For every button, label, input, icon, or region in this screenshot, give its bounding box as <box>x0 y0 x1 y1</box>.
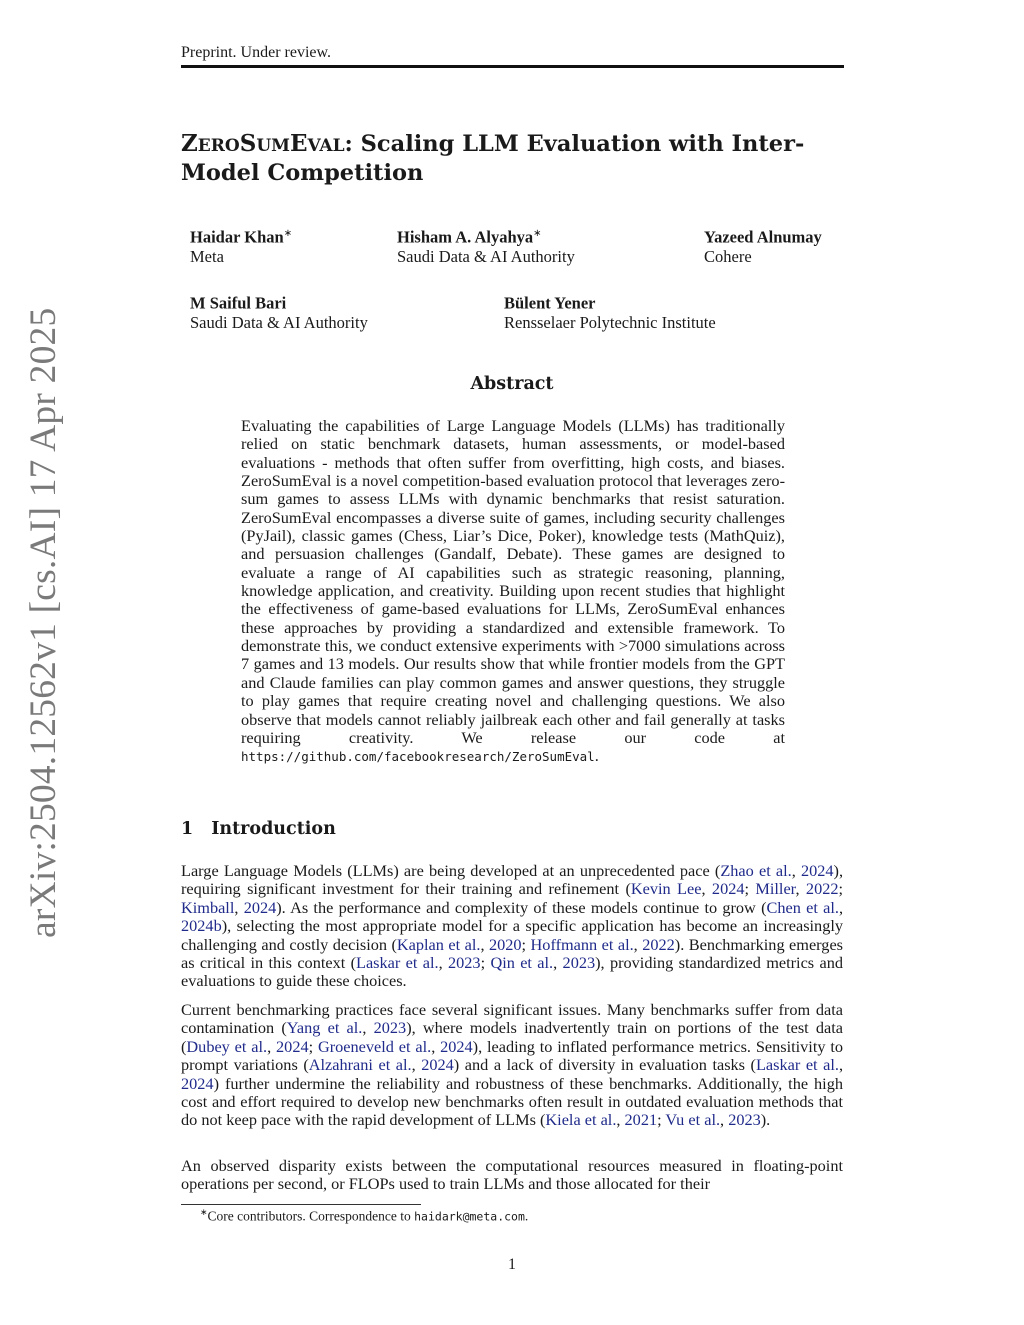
paragraph-text: , <box>720 1110 729 1130</box>
paragraph-text: , <box>791 861 801 880</box>
citation-link[interactable]: Yang et al. <box>286 1018 363 1038</box>
paragraph-text: ; <box>308 1036 318 1056</box>
paragraph-text: ). As the performance and complexity of these models continue to grow ( <box>276 897 767 917</box>
author-block <box>704 224 822 266</box>
footnote: ∗Core contributors. Correspondence to haidark@meta.com. <box>200 1207 529 1224</box>
page-number: 1 <box>508 1256 516 1273</box>
paragraph-text: ) and a lack of diversity in evaluation tasks ( <box>453 1055 756 1075</box>
citation-link[interactable]: Hoffmann et al. <box>530 934 634 954</box>
abstract-heading: Abstract <box>470 374 554 394</box>
paragraph-text: , <box>438 953 448 973</box>
citation-link[interactable]: 2024 <box>181 1073 214 1093</box>
paragraph-text: ), providing standardized metrics and evaluations to guide these choices. <box>181 953 843 991</box>
paragraph-text: , <box>234 897 244 917</box>
citation-link[interactable]: Laskar et al. <box>356 953 439 973</box>
abstract-body: Evaluating the capabilities of Large Language Models (LLMs) has traditionally relied on static benchmark datasets, human assessments, or model-based evaluations - methods that often suffer from overfitting, high costs, and biases. ZeroSumEval is a novel competition-based evaluation protocol that leverages zero-sum games to assess LLMs with dynamic benchmarks that resist saturation. ZeroSumEval encompasses a diverse suite of games, including security challenges (PyJail), classic games (Chess, Liar’s Dice, Poker), knowledge tests (MathQuiz), and persuasion challenges (Gandalf, Debate). These games are designed to evaluate a range of AI capabilities such as strategic reasoning, planning, knowledge application, and creativity. Building upon recent studies that highlight the effectiveness of game-based evaluations for LLMs, ZeroSumEval enhances these approaches by providing a standardized and extensible framework. To demonstrate this, we conduct extensive experiments with >7000 simulations across 7 games and 13 models. Our results show that while frontier models from the GPT and Claude families can play common games and answer questions, they struggle to play games that require creating novel and challenging questions. We also observe that models cannot reliably jailbreak each other and fail generally at tasks requiring creativity. We release our code at https://github.com/facebookresearch/ZeroSumEval. <box>241 416 785 766</box>
paragraph-text: ), leading to inflated performance metrics. Sensitivity to prompt variations ( <box>181 1036 843 1075</box>
section-heading-introduction: 1 Introduction <box>181 819 336 839</box>
citation-link[interactable]: Kevin Lee <box>630 879 702 899</box>
author-block <box>190 290 368 332</box>
paragraph-text: ). Benchmarking emerges as critical in this context ( <box>181 934 844 973</box>
author-name: Bülent Yener <box>504 293 596 313</box>
paragraph-text: , <box>838 1055 844 1075</box>
citation-link[interactable]: Kaplan et al. <box>396 934 481 954</box>
citation-link[interactable]: Vu et al. <box>665 1110 721 1130</box>
paragraph-text: ; <box>744 879 756 899</box>
paragraph-text: Current benchmarking practices face several significant issues. Many benchmarks suffer from data contamination ( <box>181 1000 843 1038</box>
paragraph-text: Large Language Models (LLMs) are being developed at an unprecedented pace ( <box>181 861 721 880</box>
paragraph-text: , <box>431 1036 441 1056</box>
author-affiliation: Cohere <box>704 246 752 266</box>
intro-paragraph <box>181 862 843 991</box>
citation-link[interactable]: Dubey et al. <box>186 1036 268 1056</box>
citation-link[interactable]: 2024 <box>800 861 834 880</box>
intro-paragraph <box>181 1157 843 1194</box>
citation-link[interactable]: Kimball <box>181 897 235 917</box>
paragraph-text: , <box>633 934 643 954</box>
citation-link[interactable]: 2024 <box>711 879 745 899</box>
citation-link[interactable]: Miller <box>755 879 796 899</box>
citation-link[interactable]: 2023 <box>562 953 596 973</box>
citation-link[interactable]: 2021 <box>624 1110 658 1130</box>
code-repository-link[interactable]: https://github.com/facebookresearch/ZeroSumEval <box>241 749 595 765</box>
author-name: Hisham A. Alyahya∗ <box>397 227 542 247</box>
paragraph-text: , <box>838 897 844 917</box>
author-affiliation: Saudi Data & AI Authority <box>397 246 575 266</box>
citation-link[interactable]: 2022 <box>805 879 839 899</box>
citation-link[interactable]: 2022 <box>642 934 675 954</box>
paragraph-text: ; <box>657 1110 666 1130</box>
paragraph-text: , <box>411 1055 422 1075</box>
citation-link[interactable]: Alzahrani et al. <box>308 1055 412 1075</box>
citation-link[interactable]: 2024 <box>276 1036 309 1056</box>
running-header: Preprint. Under review. <box>181 44 332 61</box>
paragraph-text: , <box>616 1110 625 1130</box>
citation-link[interactable]: Qin et al. <box>490 953 554 973</box>
citation-link[interactable]: Groeneveld et al. <box>317 1036 432 1056</box>
citation-link[interactable]: 2023 <box>448 953 481 973</box>
citation-link[interactable]: 2024 <box>421 1055 454 1075</box>
paragraph-text: ), requiring significant investment for their training and refinement ( <box>181 861 844 899</box>
author-block <box>504 290 716 332</box>
author-name: Haidar Khan∗ <box>190 227 293 247</box>
citation-link[interactable]: 2020 <box>488 934 522 954</box>
title-rest: : Scaling LLM Evaluation with Inter-Model Competition <box>181 131 805 186</box>
author-affiliation: Saudi Data & AI Authority <box>190 312 368 332</box>
paragraph-text: ), where models inadvertently train on portions of the test data ( <box>181 1018 843 1056</box>
header-rule <box>181 65 844 68</box>
citation-link[interactable]: Zhao et al. <box>720 861 792 880</box>
citation-link[interactable]: 2024 <box>440 1036 473 1056</box>
correspondence-email[interactable]: haidark@meta.com <box>414 1209 525 1224</box>
citation-link[interactable]: 2023 <box>728 1110 761 1130</box>
author-affiliation: Rensselaer Polytechnic Institute <box>504 312 716 332</box>
arxiv-identifier-stamp: arXiv:2504.12562v1 [cs.AI] 17 Apr 2025 <box>23 307 64 938</box>
paragraph-text: ; <box>521 934 531 954</box>
paragraph-text: ; <box>480 953 491 973</box>
paragraph-text: , <box>795 879 806 899</box>
paragraph-text: , <box>267 1036 277 1056</box>
author-affiliation: Meta <box>190 246 224 266</box>
title-system-name: ZEROSUMEVAL <box>181 130 345 157</box>
citation-link[interactable]: 2023 <box>373 1018 407 1038</box>
citation-link[interactable]: 2024b <box>181 916 222 936</box>
paragraph-text: , <box>701 879 712 899</box>
citation-link[interactable]: 2024 <box>243 897 277 917</box>
paper-title <box>181 130 851 187</box>
author-name: Yazeed Alnumay <box>704 227 822 247</box>
paragraph-text: An observed disparity exists between the computational resources measured in floating-point operations per second, or FLOPs used to train LLMs and those allocated for their <box>181 1156 843 1194</box>
author-block <box>190 224 292 266</box>
paragraph-text: , <box>362 1018 374 1038</box>
citation-link[interactable]: Laskar et al. <box>755 1055 839 1075</box>
paragraph-text: ) further undermine the reliability and robustness of these benchmarks. Additionally, the high cost and effort required to develop new benchmarks often result in outdated evaluation methods that do not keep pace with the rapid development of LLMs ( <box>181 1073 843 1130</box>
intro-paragraph <box>181 1001 843 1130</box>
paragraph-text: ), selecting the most appropriate model for a specific application has become an increasingly challenging and costly decision ( <box>181 916 843 954</box>
citation-link[interactable]: Chen et al. <box>766 897 839 917</box>
citation-link[interactable]: Kiela et al. <box>545 1110 617 1130</box>
paragraph-text: , <box>480 934 489 954</box>
author-name: M Saiful Bari <box>190 293 287 313</box>
footnote-rule <box>181 1204 421 1205</box>
author-block <box>397 224 575 266</box>
paragraph-text: , <box>553 953 563 973</box>
paragraph-text: ; <box>838 879 844 899</box>
paragraph-text: ). <box>760 1110 771 1130</box>
